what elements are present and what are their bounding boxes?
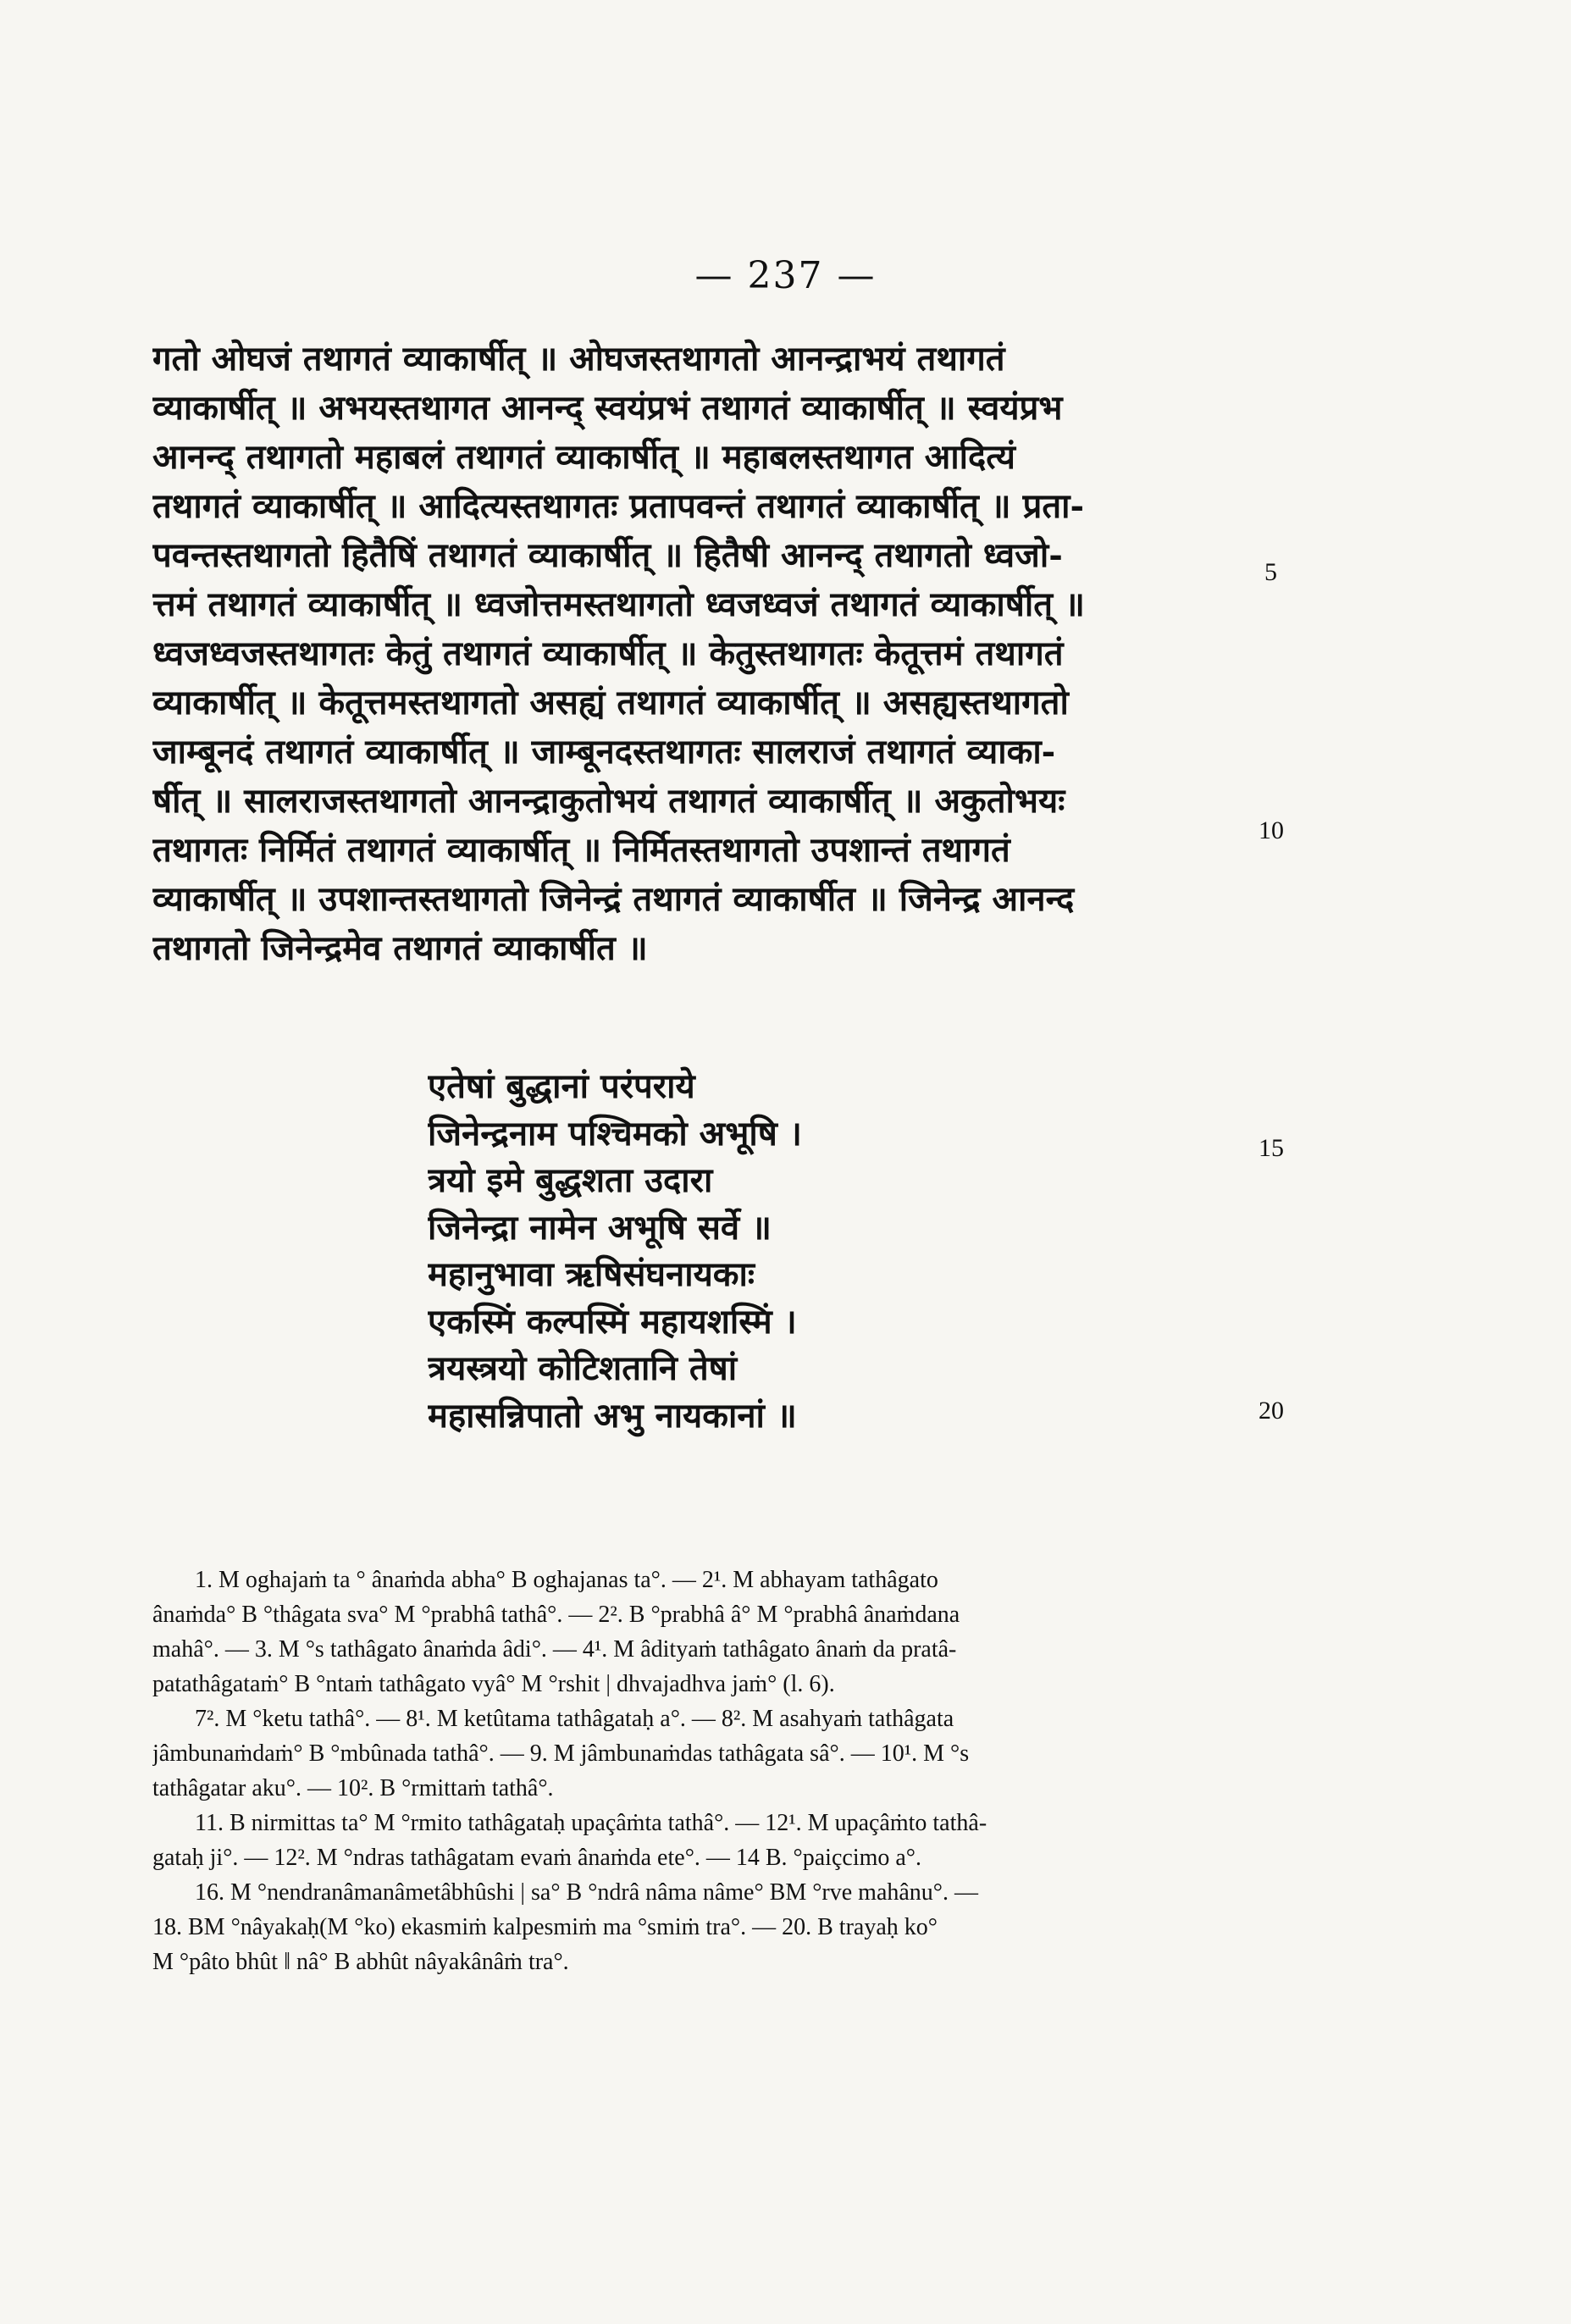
verse-line: त्रयो इमे बुद्धशता उदारा <box>428 1160 713 1200</box>
footnote-line: 16. M °nendranâmanâmetâbhûshi | sa° B °ndrâ nâma nâme° BM °rve mahânu°. — <box>195 1879 978 1906</box>
prose-line: व्याकार्षीत् ॥ अभयस्तथागत आनन्द् स्वयंप्रभं तथागतं व्याकार्षीत् ॥ स्वयंप्रभ <box>152 388 1063 428</box>
verse-line: महानुभावा ऋषिसंघनायकाः <box>428 1254 755 1294</box>
footnote-line: patathâgataṁ° B °ntaṁ tathâgato vyâ° M °rshit | dhvajadhva jaṁ° (l. 6). <box>152 1671 835 1697</box>
prose-line: जाम्बूनदं तथागतं व्याकार्षीत् ॥ जाम्बूनदस्तथागतः सालराजं तथागतं व्याका- <box>152 732 1056 772</box>
footnote-line: tathâgatar aku°. — 10². B °rmittaṁ tathâ°. <box>152 1775 554 1801</box>
prose-line: तथागतः निर्मितं तथागतं व्याकार्षीत् ॥ निर्मितस्तथागतो उपशान्तं तथागतं <box>152 830 1010 870</box>
line-number-15: 15 <box>1258 1134 1284 1162</box>
verse-line: जिनेन्द्रा नामेन अभूषि सर्वे ॥ <box>428 1207 772 1248</box>
line-number-10: 10 <box>1258 816 1284 844</box>
footnote-line: ânaṁda° B °thâgata sva° M °prabhâ tathâ°. — 2². B °prabhâ â° M °prabhâ ânaṁdana <box>152 1602 960 1628</box>
verse-line: एतेषां बुद्धानां परंपराये <box>428 1066 695 1106</box>
footnote-line: M °pâto bhût ‖ nâ° B abhût nâyakânâṁ tra°. <box>152 1949 569 1975</box>
prose-line: गतो ओघजं तथागतं व्याकार्षीत् ॥ ओघजस्तथागतो आनन्द्राभयं तथागतं <box>152 339 1005 379</box>
prose-line: त्तमं तथागतं व्याकार्षीत् ॥ ध्वजोत्तमस्तथागतो ध्वजध्वजं तथागतं व्याकार्षीत् ॥ <box>152 584 1085 624</box>
verse-line: महासन्निपातो अभु नायकानां ॥ <box>428 1395 797 1436</box>
footnote-line: 1. M oghajaṁ ta ° ânaṁda abha° B oghajanas ta°. — 2¹. M abhayam tathâgato <box>195 1567 938 1593</box>
footnote-line: mahâ°. — 3. M °s tathâgato ânaṁda âdi°. — 4¹. M âdityaṁ tathâgato ânaṁ da pratâ- <box>152 1636 957 1663</box>
prose-line: तथागतं व्याकार्षीत् ॥ आदित्यस्तथागतः प्रतापवन्तं तथागतं व्याकार्षीत् ॥ प्रता- <box>152 486 1085 526</box>
prose-line: आनन्द् तथागतो महाबलं तथागतं व्याकार्षीत् ॥ महाबलस्तथागत आदित्यं <box>152 437 1015 477</box>
verse-line: त्रयस्त्रयो कोटिशतानि तेषां <box>428 1348 738 1388</box>
prose-block <box>152 335 1253 973</box>
prose-line: ध्वजध्वजस्तथागतः केतुं तथागतं व्याकार्षीत् ॥ केतुस्तथागतः केतूत्तमं तथागतं <box>152 634 1064 673</box>
prose-line: पवन्तस्तथागतो हितैषिं तथागतं व्याकार्षीत् ॥ हितैषी आनन्द् तथागतो ध्वजो- <box>152 535 1063 575</box>
prose-line: व्याकार्षीत् ॥ उपशान्तस्तथागतो जिनेन्द्रं तथागतं व्याकार्षीत ॥ जिनेन्द्र आनन्द <box>152 879 1075 919</box>
verse-block <box>428 1063 1190 1439</box>
line-number-20: 20 <box>1258 1397 1284 1425</box>
footnote-line: 7². M °ketu tathâ°. — 8¹. M ketûtama tathâgataḥ a°. — 8². M asahyaṁ tathâgata <box>195 1706 954 1732</box>
footnote-line: 18. BM °nâyakaḥ(M °ko) ekasmiṁ kalpesmiṁ ma °smiṁ tra°. — 20. B trayaḥ ko° <box>152 1914 938 1940</box>
page-number: — 237 — <box>694 254 877 297</box>
line-number-5: 5 <box>1264 558 1277 586</box>
footnote-line: gataḥ ji°. — 12². M °ndras tathâgatam evaṁ ânaṁda ete°. — 14 B. °paiçcimo a°. <box>152 1845 922 1871</box>
prose-line: तथागतो जिनेन्द्रमेव तथागतं व्याकार्षीत ॥ <box>152 928 648 968</box>
footnote-line: jâmbunaṁdaṁ° B °mbûnada tathâ°. — 9. M jâmbunaṁdas tathâgata sâ°. — 10¹. M °s <box>152 1740 970 1767</box>
verse-line: एकस्मिं कल्पस्मिं महायशस्मिं । <box>428 1301 797 1342</box>
prose-line: व्याकार्षीत् ॥ केतूत्तमस्तथागतो असह्यं तथागतं व्याकार्षीत् ॥ असह्यस्तथागतो <box>152 683 1069 722</box>
footnote-line: 11. B nirmittas ta° M °rmito tathâgataḥ upaçâṁta tathâ°. — 12¹. M upaçâṁto tathâ- <box>195 1810 987 1836</box>
footnotes <box>152 1563 1249 1979</box>
prose-line: र्षीत् ॥ सालराजस्तथागतो आनन्द्राकुतोभयं तथागतं व्याकार्षीत् ॥ अकुतोभयः <box>152 781 1065 821</box>
verse-line: जिनेन्द्रनाम पश्चिमको अभूषि । <box>428 1113 802 1154</box>
